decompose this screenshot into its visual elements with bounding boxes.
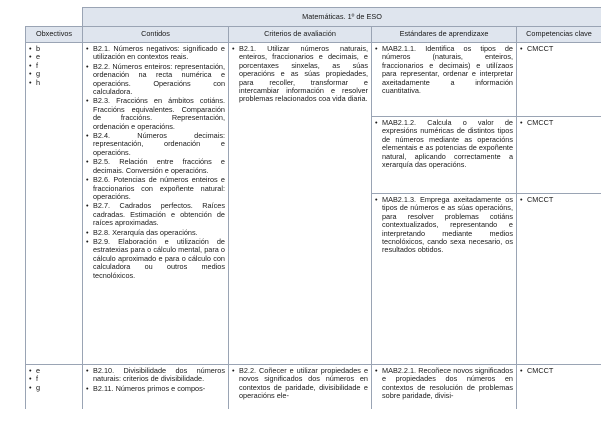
competence-cell — [517, 194, 602, 365]
objective-item: • g — [29, 384, 79, 392]
objective-item: • f — [29, 62, 79, 70]
standard-item: • MAB2.1.2. Calcula o valor de expresións numéricas de distintos tipos de números mediante as operacións elementais e as potencias de expoñente natural, aplicando correctamente a xerarquía das operacións. — [375, 119, 513, 169]
standard-item: • MAB2.1.1. Identifica os tipos de números (naturais, enteiros, fraccionarios e decimais) e utilízaos para representar, ordenar e interpretar axeitadamente a información cuantitativa. — [375, 45, 513, 95]
criterion-item: • B2.2. Coñecer e utilizar propiedades e novos significados dos números en contextos de paridade, divisibilidade e operacións ele- — [232, 367, 368, 401]
standard-cell — [372, 117, 517, 194]
standard-cell — [372, 365, 517, 410]
content-item: • B2.5. Relación entre fraccións e decimais. Conversión e operacións. — [86, 158, 225, 175]
table-title: Matemáticas. 1º de ESO — [83, 8, 602, 27]
standard-cell — [372, 194, 517, 365]
content-item: • B2.4. Números decimais: representación, ordenación e operacións. — [86, 132, 225, 157]
competence-cell — [517, 43, 602, 117]
content-item: • B2.2. Números enteiros: representación, ordenación na recta numérica e operacións. Operacións con calculadora. — [86, 63, 225, 97]
objective-item: • h — [29, 79, 79, 87]
competence-cell — [517, 365, 602, 410]
competence-item: • CMCCT — [520, 119, 598, 127]
header-criteria: Criterios de avaliación — [229, 27, 372, 43]
objectives-cell-block2 — [26, 365, 83, 410]
objective-item: • e — [29, 53, 79, 61]
objective-item: • f — [29, 375, 79, 383]
content-item: • B2.1. Números negativos: significado e utilización en contextos reais. — [86, 45, 225, 62]
standard-item: • MAB2.1.3. Emprega axeitadamente os tipos de números e as súas operacións, para resolver problemas cotiáns contextualizados, representando e interpretando mediante medios tecnolóxicos, cando sexa necesario, os resultados obtidos. — [375, 196, 513, 255]
competence-item: • CMCCT — [520, 196, 598, 204]
competence-item: • CMCCT — [520, 367, 598, 375]
contents-cell-block2 — [83, 365, 229, 410]
header-competences: Competencias clave — [517, 27, 602, 43]
criteria-cell-block1 — [229, 43, 372, 365]
header-objectives: Obxectivos — [26, 27, 83, 43]
objective-item: • e — [29, 367, 79, 375]
content-item: • B2.10. Divisibilidade dos números naturais: criterios de divisibilidade. — [86, 367, 225, 384]
content-item: • B2.9. Elaboración e utilización de estratexias para o cálculo mental, para o cálculo aproximado e para o cálculo con calculadora ou outros medios tecnolóxicos. — [86, 238, 225, 280]
content-item: • B2.6. Potencias de números enteiros e fraccionarios con expoñente natural: operacións. — [86, 176, 225, 201]
criterion-item: • B2.1. Utilizar números naturais, enteiros, fraccionarios e decimais, e porcentaxes sinxelas, as súas operacións e as súas propiedades, para recoller, transformar e intercambiar información e resolver problemas relacionados coa vida diaria. — [232, 45, 368, 104]
objectives-cell-block1 — [26, 43, 83, 365]
competence-item: • CMCCT — [520, 45, 598, 53]
standard-item: • MAB2.2.1. Recoñece novos significados e propiedades dos números en contextos de resolución de problemas sobre paridade, divisi- — [375, 367, 513, 401]
curriculum-table — [25, 7, 601, 409]
content-item: • B2.8. Xerarquía das operacións. — [86, 229, 225, 237]
header-contents: Contidos — [83, 27, 229, 43]
curriculum-table-wrapper — [25, 7, 601, 409]
content-item: • B2.7. Cadrados perfectos. Raíces cadradas. Estimación e obtención de raíces aproximadas. — [86, 202, 225, 227]
objective-item: • g — [29, 70, 79, 78]
corner-cell — [26, 8, 83, 27]
contents-cell-block1 — [83, 43, 229, 365]
competence-cell — [517, 117, 602, 194]
objective-item: • b — [29, 45, 79, 53]
content-item: • B2.3. Fraccións en ámbitos cotiáns. Fraccións equivalentes. Comparación de fraccións. Representación, ordenación e operacións. — [86, 97, 225, 131]
content-item: • B2.11. Números primos e compos- — [86, 385, 225, 393]
criteria-cell-block2 — [229, 365, 372, 410]
header-standards: Estándares de aprendizaxe — [372, 27, 517, 43]
standard-cell — [372, 43, 517, 117]
